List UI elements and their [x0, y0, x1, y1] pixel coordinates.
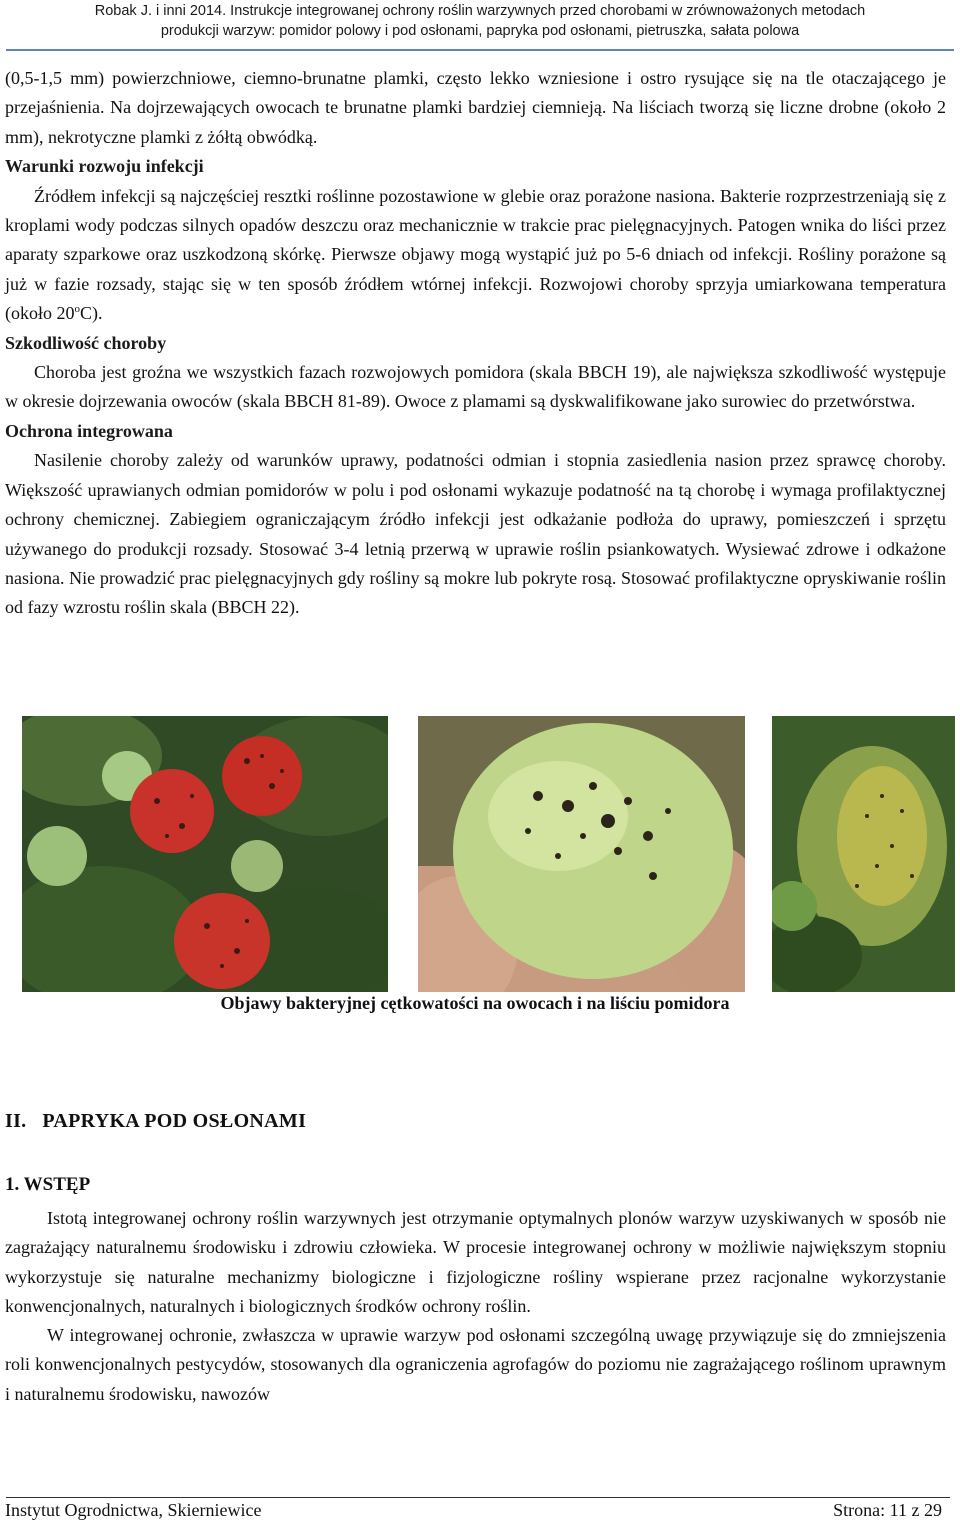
chapter-heading: II. PAPRYKA POD OSŁONAMI [5, 1110, 307, 1132]
heading-ochrona: Ochrona integrowana [5, 420, 173, 441]
paragraph-warunki [5, 182, 946, 329]
heading-warunki: Warunki rozwoju infekcji [5, 156, 204, 177]
photo-tomato-leaf [772, 716, 955, 992]
photo-red-tomatoes [22, 716, 388, 992]
photo-green-tomato [418, 716, 745, 992]
header-line-1: Robak J. i inni 2014. Instrukcje integrowanej ochrony roślin warzywnych przed chorobami w zrównoważonych metodach [94, 3, 866, 19]
paragraph-ochrona: Nasilenie choroby zależy od warunków uprawy, podatności odmian i stopnia zasiedlenia nasion przez sprawcę choroby. Większość uprawianych odmian pomidorów w polu i pod osłonami wykazuje podatność na tą chorobę i wymaga profilaktycznej ochrony chemicznej. Zabiegiem ograniczającym źródło infekcji jest odkażanie podłoża do uprawy, pomieszczeń i sprzętu używanego do produkcji rozsady. Stosować 3-4 letnią przerwą w uprawie roślin psiankowatych. Wysiewać zdrowe i odkażone nasiona. Nie prowadzić prac pielęgnacyjnych gdy rośliny są mokre lub pokryte rosą. Stosować profilaktyczne opryskiwanie roślin od fazy wzrostu roślin skala (BBCH 22). [5, 450, 946, 618]
intro-paragraph: (0,5-1,5 mm) powierzchniowe, ciemno-brunatne plamki, często lekko wzniesione i ostro rysujące się na tle otaczającego je przejaśnienia. Na dojrzewających owocach te brunatne plamki bardziej ciemnieją. Na liściach tworzą się liczne drobne (około 2 mm), nekrotyczne plamki z żółtą obwódką. [5, 68, 946, 147]
subsection-heading: 1. WSTĘP [5, 1174, 91, 1195]
footer-page-number: Strona: 11 z 29 [833, 1500, 942, 1520]
paragraph-warunki-tail: C). [80, 303, 103, 324]
paragraph-warunki-text: Źródłem infekcji są najczęściej resztki roślinne pozostawione w glebie oraz porażone nasiona. Bakterie rozprzestrzeniają się z kroplami wody podczas silnych opadów deszczu oraz mechanicznie w trakcie prac pielęgnacyjnych. Patogen wnika do liści przez aparaty szparkowe oraz uszkodzoną skórkę. Pierwsze objawy mogą wystąpić już po 5-6 dniach od infekcji. Rośliny porażone są już w fazie rozsady, stając się w ten sposób źródłem wtórnej infekcji. Rozwojowi choroby sprzyja umiarkowana temperatura (około 20 [5, 185, 946, 324]
body-text-lower [5, 1204, 946, 1409]
wstep-paragraph-2: W integrowanej ochronie, zwłaszcza w uprawie warzyw pod osłonami szczególną uwagę przywiązuje się do zmniejszenia roli konwencjonalnych pestycydów, stosowanych dla ograniczenia agrofagów do poziomu nie zagrażającego roślinom uprawnym i naturalnemu środowisku, nawozów [5, 1325, 946, 1404]
footer-divider [6, 1497, 950, 1498]
header-line-2: produkcji warzyw: pomidor polowy i pod osłonami, papryka pod osłonami, pietruszka, sałata polowa [160, 23, 800, 39]
photo-figure [0, 716, 960, 1006]
running-header [0, 0, 960, 50]
heading-szkodliwosc: Szkodliwość choroby [5, 332, 167, 353]
paragraph-szkodliwosc: Choroba jest groźna we wszystkich fazach rozwojowych pomidora (skala BBCH 19), ale największa szkodliwość występuje w okresie dojrzewania owoców (skala BBCH 81-89). Owoce z plamami są dyskwalifikowane jako surowiec do przetwórstwa. [5, 362, 946, 412]
wstep-paragraph-1: Istotą integrowanej ochrony roślin warzywnych jest otrzymanie optymalnych plonów warzyw uzyskiwanych w sposób nie zagrażający naturalnemu środowisku i zdrowiu człowieka. W procesie integrowanej ochrony w możliwie największym stopniu wykorzystuje się naturalne mechanizmy biologiczne i fizjologiczne rośliny wspierane przez racjonalne wykorzystanie konwencjonalnych, naturalnych i biologicznych środków ochrony roślin. [5, 1208, 946, 1316]
degree-sup: o [74, 303, 80, 316]
body-text-upper [5, 64, 946, 623]
header-divider [6, 49, 954, 51]
footer-institution: Instytut Ogrodnictwa, Skierniewice [5, 1500, 262, 1520]
figure-caption: Objawy bakteryjnej cętkowatości na owocach i na liściu pomidora [220, 993, 730, 1013]
